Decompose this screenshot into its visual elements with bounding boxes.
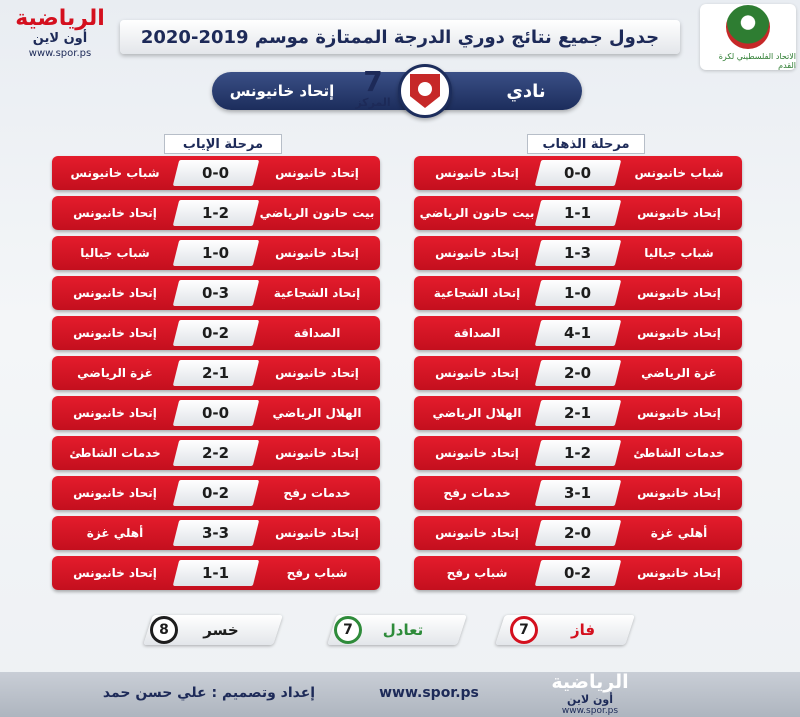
home-team: خدمات الشاطئ [633,446,725,460]
score-text: 0-2 [202,324,230,342]
first-leg-match-row [414,356,742,390]
footer-website: www.spor.ps [379,685,479,701]
match-score [535,440,621,466]
first-leg-header: مرحلة الذهاب [527,134,645,154]
home-team: الصداقة [293,326,341,340]
first-leg-match-row [414,396,742,430]
brand-logo-footer [532,672,648,716]
away-team: شباب خانيونس [70,166,160,180]
draw-count: 7 [334,616,362,644]
federation-logo [700,4,796,70]
first-leg-match-row [414,516,742,550]
home-team: أهلي غزة [650,526,708,540]
home-team: إتحاد الشجاعية [273,286,361,300]
away-team: الصداقة [453,326,501,340]
away-team: إتحاد خانيونس [435,526,519,540]
home-team: إتحاد خانيونس [637,206,721,220]
first-leg-match-row [414,156,742,190]
score-text: 2-1 [564,404,592,422]
away-team: أهلي غزة [86,526,144,540]
match-score [173,360,259,386]
score-text: 0-3 [202,284,230,302]
away-team: إتحاد خانيونس [73,206,157,220]
win-label: فاز [570,621,596,639]
match-score [173,520,259,546]
home-team: إتحاد خانيونس [275,366,359,380]
score-text: 1-1 [202,564,230,582]
first-leg-match-row [414,556,742,590]
score-text: 1-0 [202,244,230,262]
match-score [173,280,259,306]
match-score [173,440,259,466]
away-team: خدمات رفح [443,486,511,500]
score-text: 0-0 [202,164,230,182]
rank-badge [350,64,396,114]
away-team: بيت حانون الرياضي [419,206,535,220]
score-text: 0-0 [202,404,230,422]
away-team: إتحاد الشجاعية [433,286,521,300]
match-score [535,400,621,426]
score-text: 3-1 [564,484,592,502]
home-team: شباب رفح [286,566,348,580]
brand-logo-url: www.spor.ps [28,48,92,59]
loss-count: 8 [150,616,178,644]
first-leg-match-row [414,196,742,230]
federation-emblem-icon [726,5,770,49]
home-team: إتحاد خانيونس [275,166,359,180]
score-text: 2-0 [564,364,592,382]
club-label: نادي [506,80,546,102]
second-leg-match-row [52,556,380,590]
home-team: إتحاد خانيونس [637,326,721,340]
away-team: إتحاد خانيونس [73,406,157,420]
home-team: إتحاد خانيونس [637,566,721,580]
first-leg-match-row [414,316,742,350]
home-team: شباب جباليا [644,246,714,260]
club-name: إتحاد خانيونس [229,82,335,100]
second-leg-match-row [52,516,380,550]
second-leg-header: مرحلة الإياب [164,134,282,154]
home-team: إتحاد خانيونس [637,286,721,300]
score-text: 1-3 [564,244,592,262]
shield-icon [410,74,440,108]
match-score [173,320,259,346]
second-leg-match-row [52,276,380,310]
federation-name: الاتحاد الفلسطيني لكرة القدم [718,51,796,70]
home-team: إتحاد خانيونس [275,526,359,540]
home-team: إتحاد خانيونس [275,446,359,460]
match-score [535,280,621,306]
score-text: 3-3 [202,524,230,542]
score-text: 2-1 [202,364,230,382]
away-team: شباب جباليا [80,246,150,260]
first-leg-match-row [414,236,742,270]
home-team: إتحاد خانيونس [275,246,359,260]
match-score [535,360,621,386]
match-score [173,240,259,266]
loss-label: خسر [203,621,239,639]
home-team: بيت حانون الرياضي [259,206,375,220]
away-team: الهلال الرياضي [432,406,522,420]
match-score [535,160,621,186]
away-team: إتحاد خانيونس [73,326,157,340]
second-leg-match-row [52,236,380,270]
second-leg-match-row [52,196,380,230]
away-team: غزة الرياضي [77,366,153,380]
away-team: إتحاد خانيونس [435,446,519,460]
second-leg-match-row [52,316,380,350]
second-leg-match-row [52,476,380,510]
score-text: 4-1 [564,324,592,342]
first-leg-match-row [414,476,742,510]
match-score [173,160,259,186]
second-leg-match-row [52,396,380,430]
rank-value: 7 [363,65,383,98]
footer-logo-url: www.spor.ps [561,705,619,716]
second-leg-match-row [52,436,380,470]
home-team: خدمات رفح [283,486,351,500]
footer-logo-line1: الرياضية [551,670,629,693]
score-text: 2-0 [564,524,592,542]
first-leg-match-row [414,436,742,470]
away-team: إتحاد خانيونس [73,566,157,580]
brand-logo-top [4,4,116,64]
score-text: 1-0 [564,284,592,302]
second-leg-match-row [52,356,380,390]
score-text: 0-2 [564,564,592,582]
score-text: 1-1 [564,204,592,222]
match-score [535,200,621,226]
home-team: الهلال الرياضي [272,406,362,420]
score-text: 1-2 [202,204,230,222]
away-team: إتحاد خانيونس [435,166,519,180]
win-count: 7 [510,616,538,644]
match-score [535,560,621,586]
first-leg-match-row [414,276,742,310]
page-title: جدول جميع نتائج دوري الدرجة الممتازة موسم 2019-2020 [120,20,680,54]
second-leg-match-row [52,156,380,190]
club-crest-icon [398,64,452,118]
away-team: شباب رفح [446,566,508,580]
match-score [173,480,259,506]
draw-label: تعادل [382,621,424,639]
score-text: 1-2 [564,444,592,462]
score-text: 2-2 [202,444,230,462]
match-score [173,200,259,226]
away-team: خدمات الشاطئ [69,446,161,460]
score-text: 0-0 [564,164,592,182]
brand-logo-line2: أون لاين [32,31,88,46]
score-text: 0-2 [202,484,230,502]
away-team: إتحاد خانيونس [73,486,157,500]
away-team: إتحاد خانيونس [73,286,157,300]
brand-logo-line1: الرياضية [15,6,105,31]
match-score [173,400,259,426]
home-team: إتحاد خانيونس [637,406,721,420]
rank-label: المركز [355,96,391,109]
home-team: غزة الرياضي [641,366,717,380]
match-score [535,320,621,346]
footer-credit: إعداد وتصميم : علي حسن حمد [102,685,316,701]
match-score [535,520,621,546]
footer-logo-line2: أون لاين [566,692,614,706]
home-team: إتحاد خانيونس [637,486,721,500]
match-score [173,560,259,586]
home-team: شباب خانيونس [634,166,724,180]
away-team: إتحاد خانيونس [435,366,519,380]
match-score [535,480,621,506]
match-score [535,240,621,266]
away-team: إتحاد خانيونس [435,246,519,260]
